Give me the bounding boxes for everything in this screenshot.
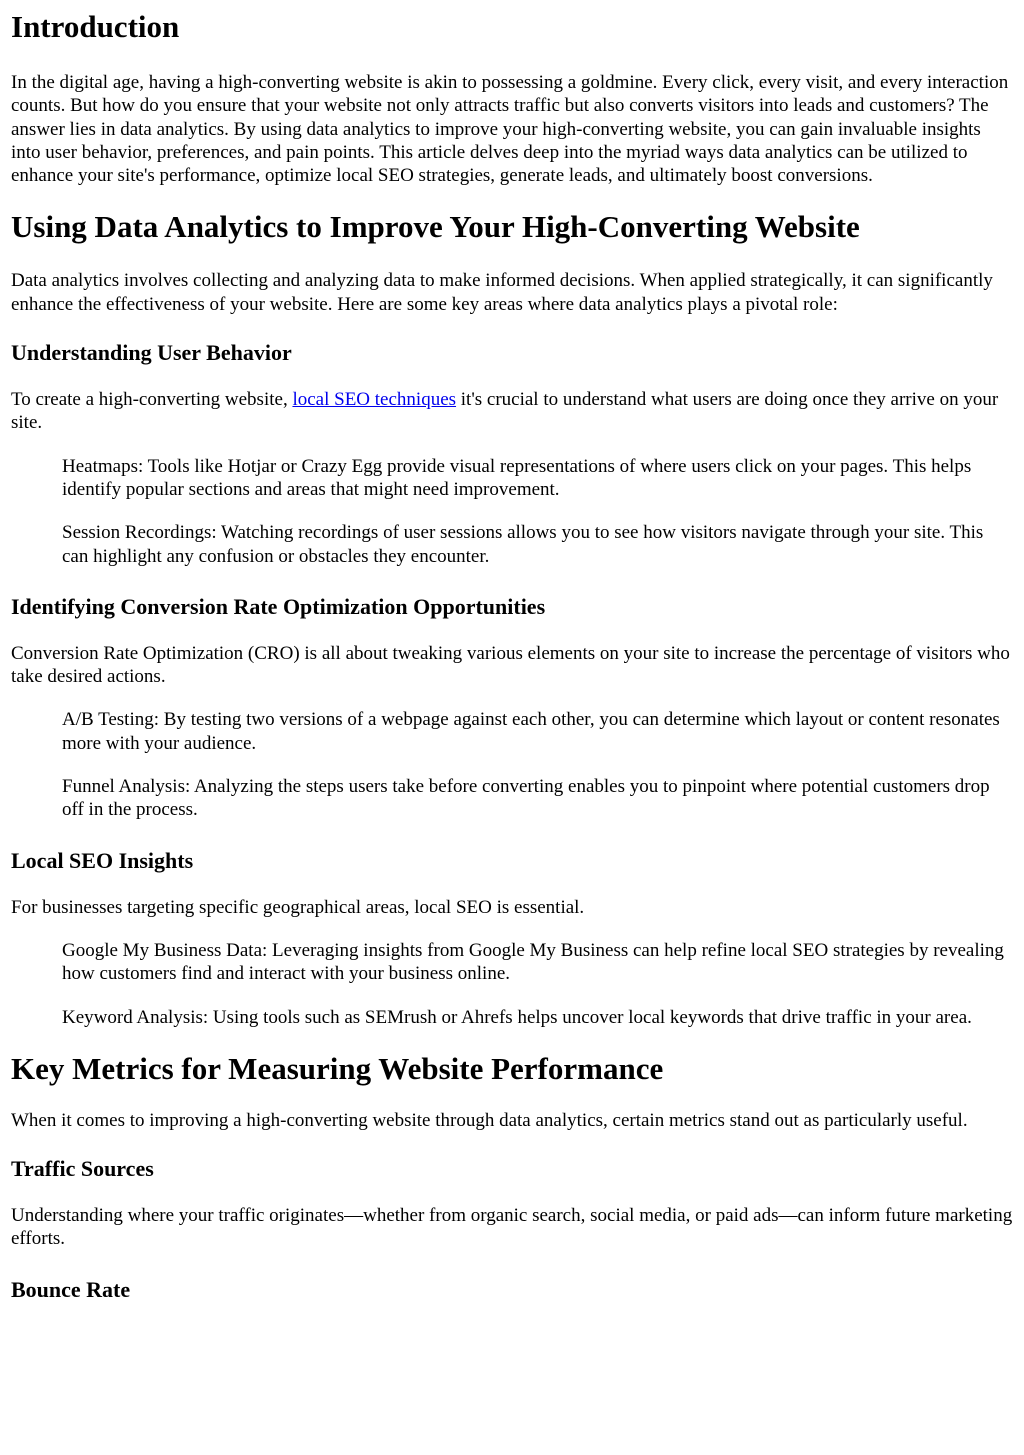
local-seo-techniques-link[interactable]: local SEO techniques [292, 389, 457, 411]
behavior-paragraph [11, 388, 1013, 435]
behavior-quote-list [62, 455, 1013, 568]
using-paragraph: Data analytics involves collecting and analyzing data to make informed decisions. When applied strategically, it can significantly enhance the effectiveness of your website. Here are some key areas where data analytics plays a pivotal role: [11, 270, 993, 315]
heatmaps-item: Heatmaps: Tools like Hotjar or Crazy Egg provide visual representations of where users click on your pages. This helps identify popular sections and areas that might need improvement. [62, 455, 972, 500]
traffic-paragraph: Understanding where your traffic originates—whether from organic search, social media, or paid ads—can inform future marketing efforts. [11, 1205, 1013, 1250]
local-seo-quote-list [62, 939, 1013, 1029]
using-heading: Using Data Analytics to Improve Your High-Converting Website [11, 209, 860, 245]
cro-quote-list [62, 708, 1013, 821]
article [0, 9, 1024, 1303]
intro-heading: Introduction [11, 9, 180, 44]
intro-paragraph: In the digital age, having a high-converting website is akin to possessing a goldmine. Every click, every visit, and every interaction counts. But how do you ensure that your website not only attracts traffic but also converts visitors into leads and customers? The answer lies in data analytics. By using data analytics to improve your high-converting website, you can gain invaluable insights into user behavior, preferences, and pain points. This article delves deep into the myriad ways data analytics can be utilized to enhance your site's performance, optimize local SEO strategies, generate leads, and ultimately boost conversions. [11, 72, 1009, 187]
ab-testing-item: A/B Testing: By testing two versions of a webpage against each other, you can determine which layout or content resonates more with your audience. [62, 709, 1000, 754]
behavior-heading: Understanding User Behavior [11, 340, 292, 366]
cro-paragraph: Conversion Rate Optimization (CRO) is all about tweaking various elements on your site to increase the percentage of visitors who take desired actions. [11, 642, 1010, 688]
session-recordings-item: Session Recordings: Watching recordings of user sessions allows you to see how visitors navigate through your site. This can highlight any confusion or obstacles they encounter. [62, 522, 984, 567]
local-seo-paragraph: For businesses targeting specific geographical areas, local SEO is essential. [11, 896, 585, 918]
metrics-heading: Key Metrics for Measuring Website Performance [11, 1050, 664, 1086]
local-seo-heading: Local SEO Insights [11, 847, 194, 873]
behavior-text-after: it's crucial to understand what users are doing once they arrive on your site. [11, 389, 999, 434]
funnel-analysis-item: Funnel Analysis: Analyzing the steps users take before converting enables you to pinpoint where potential customers drop off in the process. [62, 776, 990, 821]
cro-heading: Identifying Conversion Rate Optimization Opportunities [11, 593, 546, 619]
bounce-heading: Bounce Rate [11, 1276, 131, 1302]
behavior-text-before: To create a high-converting website, [11, 389, 293, 411]
traffic-heading: Traffic Sources [11, 1156, 154, 1182]
keyword-analysis-item: Keyword Analysis: Using tools such as SEMrush or Ahrefs helps uncover local keywords that drive traffic in your area. [62, 1006, 972, 1028]
gmb-data-item: Google My Business Data: Leveraging insights from Google My Business can help refine local SEO strategies by revealing how customers find and interact with your business online. [62, 939, 1004, 985]
metrics-paragraph: When it comes to improving a high-converting website through data analytics, certain metrics stand out as particularly useful. [11, 1109, 968, 1131]
